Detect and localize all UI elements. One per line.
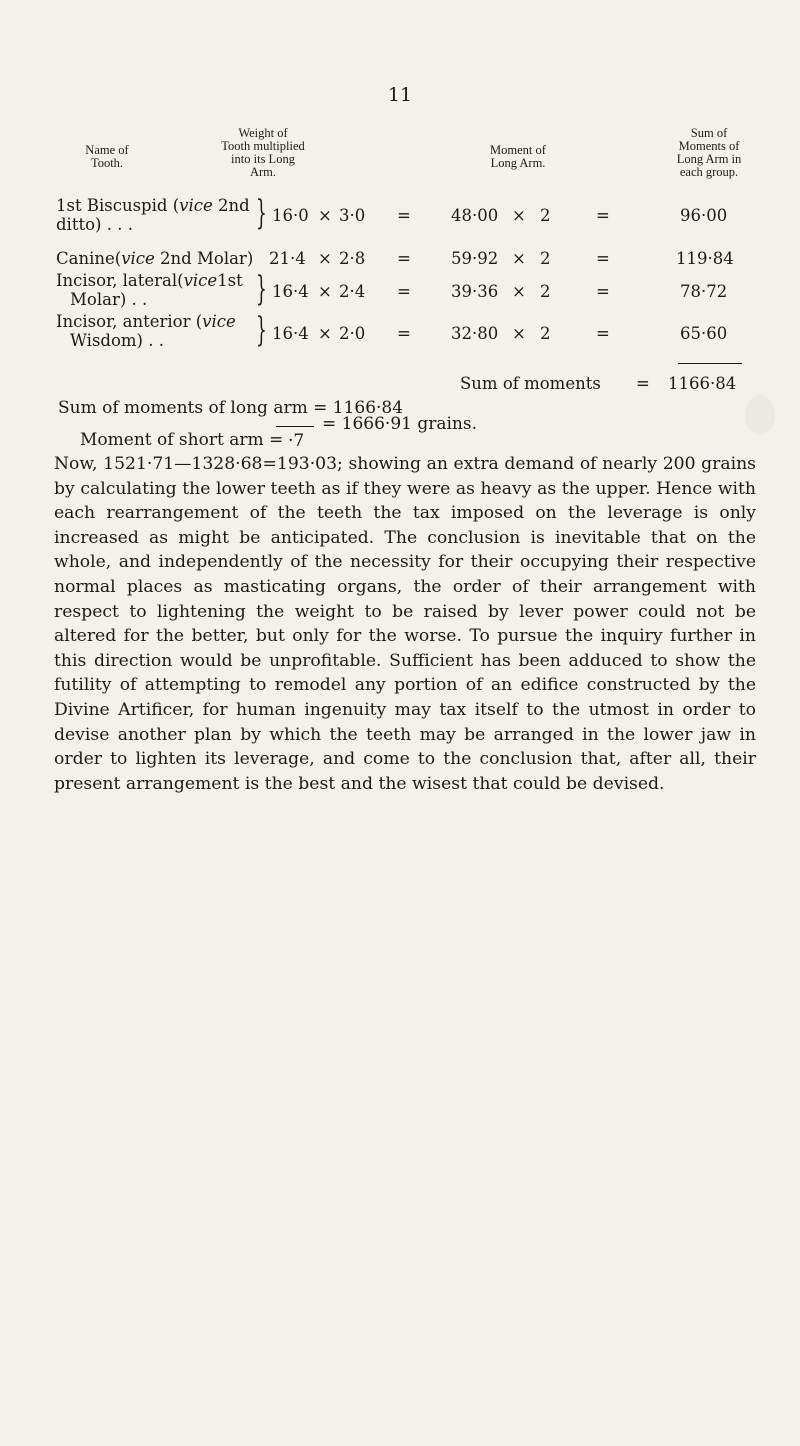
table-row-name: Canine(vice 2nd Molar): [56, 249, 254, 268]
equals-sign: =: [397, 324, 411, 343]
times-sign: ×: [512, 324, 526, 343]
times-sign: ×: [318, 282, 332, 301]
equals-sign: =: [397, 249, 411, 268]
equals-sign: =: [596, 282, 610, 301]
multiplier-value: 2: [540, 249, 551, 268]
brace-icon: }: [256, 193, 267, 233]
equals-sign: =: [397, 206, 411, 225]
equals-sign: =: [636, 374, 650, 393]
times-sign: ×: [512, 206, 526, 225]
fraction-bar: [276, 426, 314, 427]
sum-value: 119·84: [676, 249, 734, 268]
equals-sign: =: [397, 282, 411, 301]
calc-line-long-arm: Sum of moments of long arm = 1166·84: [58, 398, 404, 418]
body-paragraph: [54, 452, 756, 796]
weight-value: 16·4: [272, 282, 309, 301]
equals-sign: =: [596, 249, 610, 268]
header-name-of-tooth: Name of Tooth.: [85, 143, 129, 170]
header-sum-of-moments: Sum of Moments of Long Arm in each group.: [676, 126, 742, 179]
multiplier-value: 2: [540, 206, 551, 225]
table-row-name: Incisor, anterior (vice Wisdom) . .: [56, 312, 236, 350]
paper-smudge: [745, 395, 775, 435]
arm-value: 3·0: [339, 206, 366, 225]
arm-value: 2·8: [339, 249, 366, 268]
calc-result: = 1666·91 grains.: [322, 414, 478, 434]
weight-value: 21·4: [269, 249, 306, 268]
sum-rule: [678, 363, 742, 364]
weight-value: 16·4: [272, 324, 309, 343]
brace-icon: }: [256, 269, 267, 309]
multiplier-value: 2: [540, 324, 551, 343]
total-label: Sum of moments: [460, 374, 601, 393]
table-row-name: Incisor, lateral(vice1st Molar) . .: [56, 271, 243, 309]
weight-value: 16·0: [272, 206, 309, 225]
paragraph-text: Now, 1521·71—1328·68=193·03; showing an extra demand of nearly 200 grains by calculating the lower teeth as if they were as heavy as the upper. Hence with each rearrangement of the teeth the tax imposed on the leverage is only increased as might be anticipated. The conclusion is inevitable that on the whole, and independently of the necessity for their occupying their respective normal places as masticating organs, the order of their arrangement with respect to lightening the weight to be raised by lever power could not be altered for the better, but only for the worse. To pursue the inquiry further in this direction would be unprofitable. Sufficient has been adduced to show the futility of attempting to remodel any portion of an edifice constructed by the Divine Artificer, for human ingenuity may tax itself to the utmost in order to devise another plan by which the teeth may be arranged in the lower jaw in order to lighten its leverage, and come to the conclusion that, after all, their present arrangement is the best and the wisest that could be devised.: [54, 454, 756, 794]
equals-sign: =: [596, 324, 610, 343]
calc-label-short-arm: Moment of short arm =: [80, 430, 284, 450]
total-value: 1166·84: [668, 374, 737, 393]
header-weight-of-tooth: Weight of Tooth multiplied into its Long Arm.: [221, 126, 305, 179]
times-sign: ×: [512, 249, 526, 268]
page-number: 11: [387, 84, 413, 106]
times-sign: ×: [318, 249, 332, 268]
sum-value: 65·60: [680, 324, 728, 343]
moment-value: 48·00: [451, 206, 499, 225]
moment-value: 32·80: [451, 324, 499, 343]
moment-value: 39·36: [451, 282, 499, 301]
times-sign: ×: [512, 282, 526, 301]
sum-value: 78·72: [680, 282, 728, 301]
moment-value: 59·92: [451, 249, 499, 268]
arm-value: 2·0: [339, 324, 366, 343]
times-sign: ×: [318, 206, 332, 225]
table-row-name: 1st Biscuspid (vice 2nd ditto) . . .: [56, 196, 250, 234]
equals-sign: =: [596, 206, 610, 225]
times-sign: ×: [318, 324, 332, 343]
header-moment-of-long-arm: Moment of Long Arm.: [490, 143, 546, 170]
sum-value: 96·00: [680, 206, 728, 225]
fraction-denominator: ·7: [288, 431, 305, 451]
brace-icon: }: [256, 310, 267, 350]
arm-value: 2·4: [339, 282, 366, 301]
multiplier-value: 2: [540, 282, 551, 301]
